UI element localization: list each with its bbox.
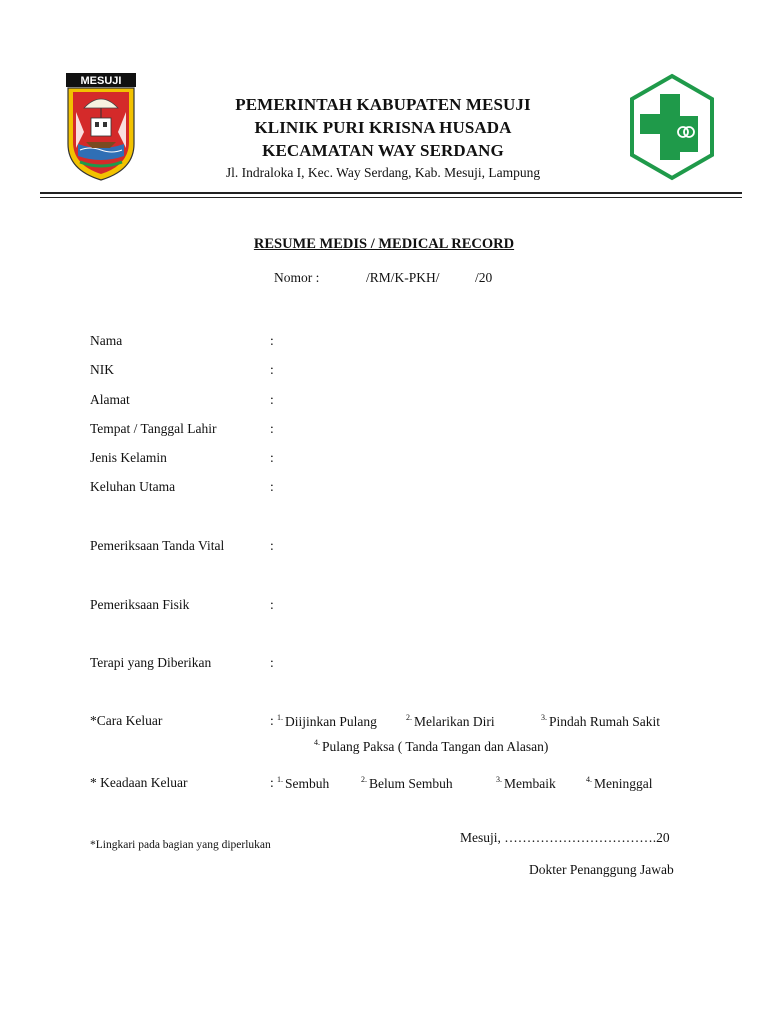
option-text: Pindah Rumah Sakit [549, 714, 660, 729]
mesuji-emblem-logo [64, 72, 138, 182]
keadaan-keluar-option-3[interactable] [496, 775, 556, 792]
document-title: RESUME MEDIS / MEDICAL RECORD [253, 236, 515, 252]
field-label-cara-keluar: *Cara Keluar [90, 713, 163, 728]
field-colon: : [270, 392, 274, 407]
circle-instruction-note: *Lingkari pada bagian yang diperlukan [90, 839, 271, 851]
letterhead-government-line: PEMERINTAH KABUPATEN MESUJI [235, 95, 531, 114]
field-colon: : [270, 538, 274, 553]
option-text: Melarikan Diri [414, 714, 495, 729]
letterhead-thin-rule [40, 197, 742, 198]
letterhead-clinic-name: KLINIK PURI KRISNA HUSADA [254, 118, 512, 137]
field-colon: : [270, 597, 274, 612]
field-colon: : [270, 421, 274, 436]
nomor-label: Nomor : [274, 270, 320, 285]
option-text: Belum Sembuh [369, 776, 453, 791]
field-label-tanda-vital: Pemeriksaan Tanda Vital [90, 538, 225, 553]
field-colon: : [270, 479, 274, 494]
option-text: Sembuh [285, 776, 330, 791]
letterhead-thick-rule [40, 192, 742, 194]
field-colon: : [270, 775, 274, 790]
field-colon: : [270, 713, 274, 728]
nomor-code: /RM/K-PKH/ [366, 270, 440, 285]
clinic-letterhead [150, 93, 616, 182]
letterhead-address: Jl. Indraloka I, Kec. Way Serdang, Kab. Mesuji, Lampung [225, 165, 541, 180]
signature-doctor-role: Dokter Penanggung Jawab [529, 862, 674, 877]
field-colon: : [270, 450, 274, 465]
nomor-year: /20 [475, 270, 493, 285]
option-text: Meninggal [594, 776, 653, 791]
field-colon: : [270, 362, 274, 377]
cara-keluar-option-4[interactable] [314, 738, 548, 755]
clinic-cross-logo [628, 72, 716, 182]
field-label-pemeriksaan-fisik: Pemeriksaan Fisik [90, 597, 190, 612]
keadaan-keluar-option-4[interactable] [586, 775, 653, 792]
field-colon: : [270, 655, 274, 670]
option-number: 1. [277, 775, 283, 784]
svg-text:MESUJI: MESUJI [80, 75, 122, 87]
option-number: 1. [277, 713, 283, 722]
option-number: 4. [314, 738, 320, 747]
option-number: 4. [586, 775, 592, 784]
field-label-terapi: Terapi yang Diberikan [90, 655, 212, 670]
field-label-jenis-kelamin: Jenis Kelamin [90, 450, 167, 465]
field-colon: : [270, 333, 274, 348]
field-label-nik: NIK [90, 362, 114, 377]
option-number: 2. [361, 775, 367, 784]
keadaan-keluar-option-1[interactable] [277, 775, 329, 792]
signature-place-date: Mesuji, …………………………….20 [460, 830, 670, 845]
cara-keluar-option-1[interactable] [277, 713, 377, 730]
field-label-keluhan-utama: Keluhan Utama [90, 479, 176, 494]
keadaan-keluar-option-2[interactable] [361, 775, 453, 792]
option-number: 2. [406, 713, 412, 722]
cara-keluar-option-3[interactable] [541, 713, 660, 730]
field-label-nama: Nama [90, 333, 123, 348]
option-text: Membaik [504, 776, 556, 791]
field-label-alamat: Alamat [90, 392, 130, 407]
option-text: Pulang Paksa ( Tanda Tangan dan Alasan) [322, 739, 549, 754]
letterhead-district: KECAMATAN WAY SERDANG [262, 141, 504, 160]
option-number: 3. [541, 713, 547, 722]
field-label-keadaan-keluar: * Keadaan Keluar [90, 775, 188, 790]
field-label-tempat-tanggal-lahir: Tempat / Tanggal Lahir [90, 421, 217, 436]
option-text: Diijinkan Pulang [285, 714, 377, 729]
option-number: 3. [496, 775, 502, 784]
cara-keluar-option-2[interactable] [406, 713, 495, 730]
